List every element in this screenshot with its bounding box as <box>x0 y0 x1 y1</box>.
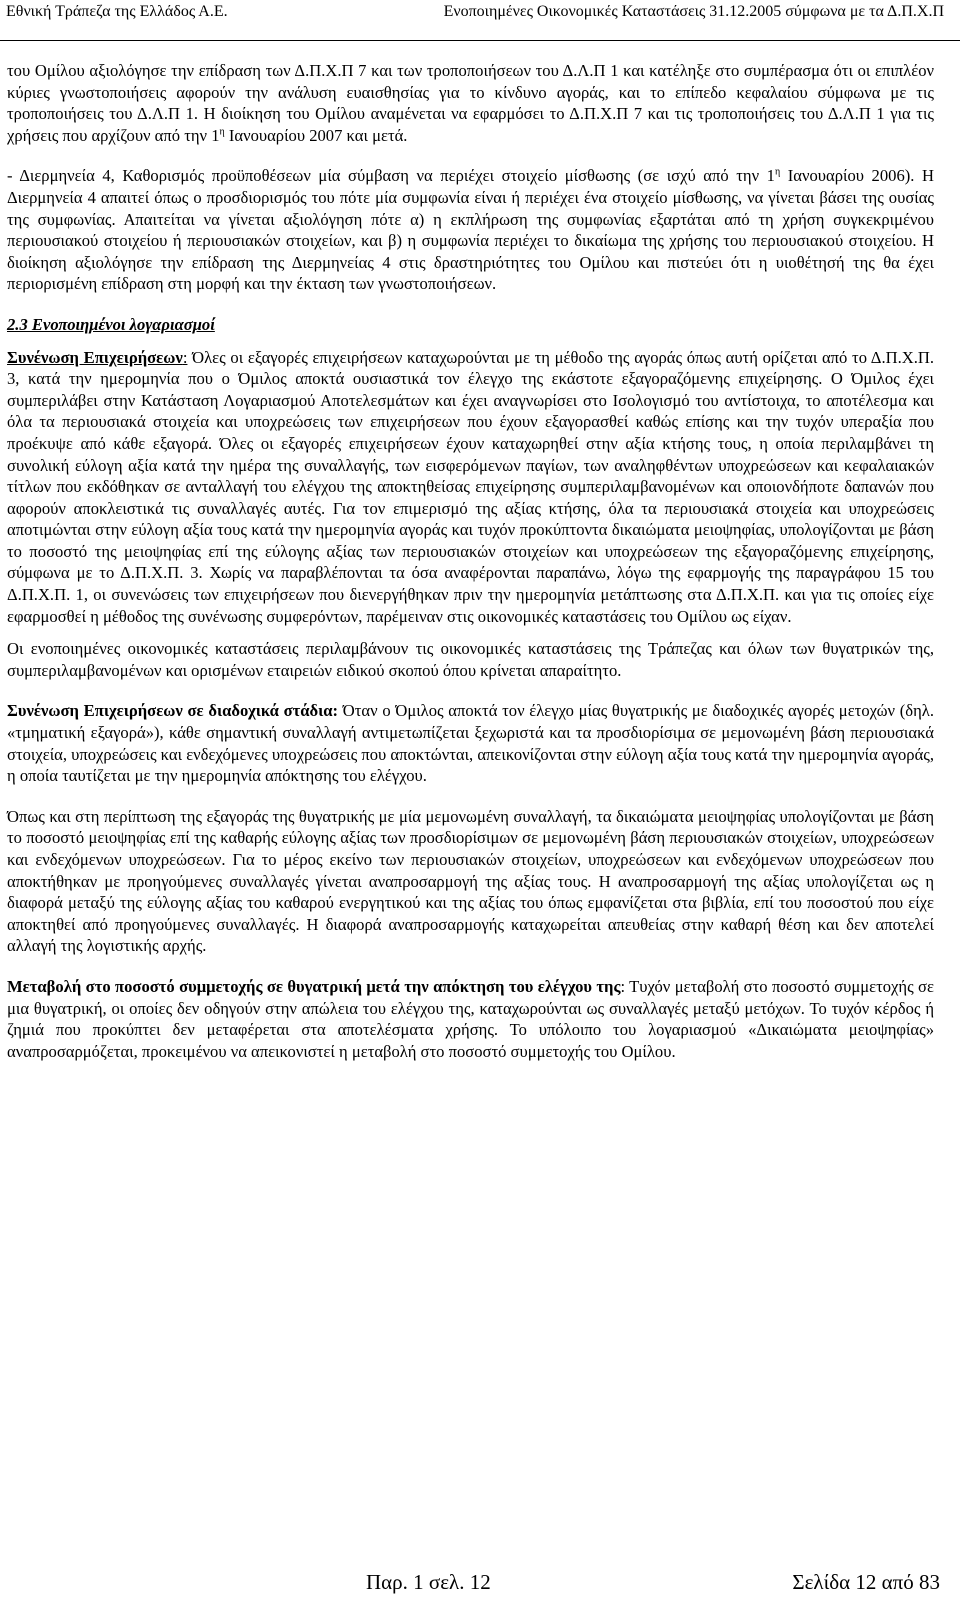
document-title: Ενοποιημένες Οικονομικές Καταστάσεις 31.12.2005 σύμφωνα με τα Δ.Π.Χ.Π <box>443 3 944 20</box>
page-header <box>0 0 960 42</box>
page-footer <box>0 1570 960 1598</box>
term-business-combinations: Συνένωση Επιχειρήσεων <box>7 347 183 367</box>
bank-name: Εθνική Τράπεζα της Ελλάδος Α.Ε. <box>6 3 228 20</box>
paragraph-ifrs7: του Ομίλου αξιολόγησε την επίδραση των Δ.Π.Χ.Π 7 και των τροποποιήσεων του Δ.Λ.Π 1 και κατέληξε στο συμπέρασμα ότι οι επιπλέον κύριες γνωστοποιήσεις αφορούν την ανάλυση ευαισθησίας για το κίνδυνο αγοράς, και το επίπεδο κεφαλαίου σύμφωνα με τις τροποποιήσεις του Δ.Λ.Π 1. Η διοίκηση του Ομίλου αναμένεται να εφαρμόσει το Δ.Π.Χ.Π 7 και τις τροποποιήσεις του Δ.Λ.Π 1 για τις χρήσεις που αρχίζουν από την $1^\eta$ Ιανουαρίου 2007 και μετά. <box>7 61 934 145</box>
page-number: Σελίδα 12 από 83 <box>792 1570 940 1594</box>
paragraph-minority-interests: Όπως και στη περίπτωση της εξαγοράς της θυγατρικής με μία μεμονωμένη συναλλαγή, τα δικαιώματα μειοψηφίας υπολογίζονται με βάση το ποσοστό μειοψηφίας επί της καθαρής εύλογης αξίας των προσδιορίσιμων σε μεμονωμένη βάση περιουσιακών στοιχείων, υποχρεώσεων και ενδεχόμενων υποχρεώσεων. Για το μέρος εκείνο των περιουσιακών στοιχείων, υποχρεώσεων και ενδεχόμενων υποχρεώσεων που αποκτήθηκαν με προηγούμενες συναλλαγές γίνεται αναπροσαρμογή της αξίας τους. Η αναπροσαρμογή της αξίας υπολογίζεται ως η διαφορά μεταξύ της εύλογης αξίας του καθαρού ενεργητικού και της αξίας του όπως εμφανίζεται στα βιβλία, επί του ποσοστού που είχε αποκτηθεί από προηγούμενες συναλλαγές. Η διαφορά αναπροσαρμογής καταχωρείται απευθείας στην καθαρή θέση και δεν αποτελεί αλλαγή της λογιστικής αρχής. <box>7 806 934 956</box>
term-step-acquisitions: Συνένωση Επιχειρήσεων σε διαδοχικά στάδια: <box>7 701 339 721</box>
paragraph-step-acquisitions: Συνένωση Επιχειρήσεων σε διαδοχικά στάδια: Όταν ο Όμιλος αποκτά τον έλεγχο μίας θυγατρικής με διαδοχικές αγορές μετοχών (δηλ. «τμηματική εξαγορά»), κάθε σημαντική συναλλαγή αντιμετωπίζεται ξεχωριστά και τα προσδιορίσιμα σε μεμονωμένη βάση περιουσιακά στοιχεία, υποχρεώσεις και ενδεχόμενες υποχρεώσεις που αποκτώνται, απεικονίζονται στην εύλογη αξία τους κατά την ημερομηνία αγοράς, η οποία ταυτίζεται με την ημερομηνία απόκτησης του ελέγχου. <box>7 701 934 786</box>
term-ownership-change: Μεταβολή στο ποσοστό συμμετοχής σε θυγατρική μετά την απόκτηση του ελέγχου της <box>7 976 621 996</box>
paragraph-interpretation-4: - Διερμηνεία 4, Καθορισμός προϋποθέσεων μία σύμβαση να περιέχει στοιχείο μίσθωσης (σε ισχύ από την $1^\eta$ Ιανουαρίου 2006). Η Διερμηνεία 4 απαιτεί όπως ο προσδιορισμός του πότε μία συμφωνία είναι ή περιέχει ένα στοιχείο μίσθωσης, να γίνεται βάσει της ουσίας της συμφωνίας. Απαιτείται να γίνεται αξιολόγηση πότε α) η εκπλήρωση της συμφωνίας εξαρτάται από τη χρήση συγκεκριμένου περιουσιακού στοιχείου ή περιουσιακών στοιχείων, και β) η συμφωνία περιέχει το δικαίωμα της χρήσης του περιουσιακού στοιχείου. Η διοίκηση αξιολόγησε την επίδραση της Διερμηνείας 4 στις δραστηριότητες του Ομίλου και πιστεύει ότι η υιοθέτησή της θα έχει περιορισμένη επίδραση στη μορφή και την έκταση των γνωστοποιήσεων. <box>7 166 934 294</box>
document-body <box>7 60 934 1073</box>
paragraph-business-combinations: Συνένωση Επιχειρήσεων: Όλες οι εξαγορές επιχειρήσεων καταχωρούνται με τη μέθοδο της αγοράς όπως αυτή ορίζεται από το Δ.Π.Χ.Π. 3, κατά την ημερομηνία που ο Όμιλος αποκτά ουσιαστικά τον έλεγχο της εκάστοτε εξαγοραζόμενης επιχείρησης. Ο Όμιλος έχει συμπεριλάβει στην Κατάσταση Λογαριασμού Αποτελεσμάτων και έχει αναγνωρίσει στο Ισολογισμό του αντίστοιχα, το αποτέλεσμα και όλα τα περιουσιακά στοιχεία και υποχρεώσεις των επιχειρήσεων που έχουν εξαγορασθεί καθώς επίσης και την τυχόν υπεραξία που προέκυψε από κάθε εξαγορά. Όλες οι εξαγορές επιχειρήσεων έχουν καταχωρηθεί στην αξία κτήσης τους, η οποία περιλαμβάνει τη συνολική εύλογη αξία κατά την ημέρα της συναλλαγής, των εισφερόμενων παγίων, των αναληφθέντων υποχρεώσεων και κεφαλαιακών τίτλων που εκδόθηκαν σε ανταλλαγή του ελέγχου της αποκτηθείσας επιχείρησης συμπεριλαμβανομένων και οποιονδήποτε δαπανών που αφορούν αποκλειστικά τις συναλλαγές αυτές. Για τον επιμερισμό της αξίας κτήσης, όλα τα περιουσιακά στοιχεία και υποχρεώσεις αποτιμώνται στην εύλογη αξία τους κατά την ημερομηνία αγοράς και τυχόν προκύπτοντα δικαιώματα μειοψηφίας, υπολογίζονται με βάση το ποσοστό της μειοψηφίας επί της εύλογης αξίας των περιουσιακών στοιχείων και υποχρεώσεων της εξαγοραζόμενης επιχείρησης, σύμφωνα με το Δ.Π.Χ.Π. 3. Χωρίς να παραβλέπονται τα όσα αναφέρονται παραπάνω, λόγω της εφαρμογής της παραγράφου 15 του Δ.Π.Χ.Π. 1, οι συνενώσεις των επιχειρήσεων που διενεργήθηκαν πριν την ημερομηνία μετάπτωσης στα Δ.Π.Χ.Π. και για τις οποίες είχε εφαρμοσθεί η μέθοδος της συνένωσης συμφερόντων, παρέμειναν στις οικονομικές καταστάσεις του Ομίλου ως είχαν. <box>7 347 934 626</box>
section-heading: 2.3 Ενοποιημένοι λογαριασμοί <box>7 314 215 334</box>
paragraph-consolidated-statements: Οι ενοποιημένες οικονομικές καταστάσεις περιλαμβάνουν τις οικονομικές καταστάσεις της Τράπεζας και όλων των θυγατρικών της, συμπεριλαμβανομένων και ορισμένων εταιρειών ειδικού σκοπού όπου κρίνεται απαραίτητο. <box>7 639 934 680</box>
header-divider <box>0 40 960 41</box>
paragraph-ownership-change: Μεταβολή στο ποσοστό συμμετοχής σε θυγατρική μετά την απόκτηση του ελέγχου της: Τυχόν μεταβολή στο ποσοστό συμμετοχής σε μια θυγατρική, οι οποίες δεν οδηγούν στην απώλεια του ελέγχου της, καταχωρούνται ως συναλλαγές μεταξύ μετόχων. Το τυχόν κέρδος ή ζημιά που προκύπτει δεν μεταφέρεται στα αποτελέσματα χρήσης. Το υπόλοιπο του λογαριασμού «Δικαιώματα μειοψηφίας» αναπροσαρμόζεται, προκειμένου να απεικονιστεί η μεταβολή στο ποσοστό συμμετοχής του Ομίλου. <box>7 976 934 1061</box>
section-reference: Παρ. 1 σελ. 12 <box>366 1570 491 1594</box>
